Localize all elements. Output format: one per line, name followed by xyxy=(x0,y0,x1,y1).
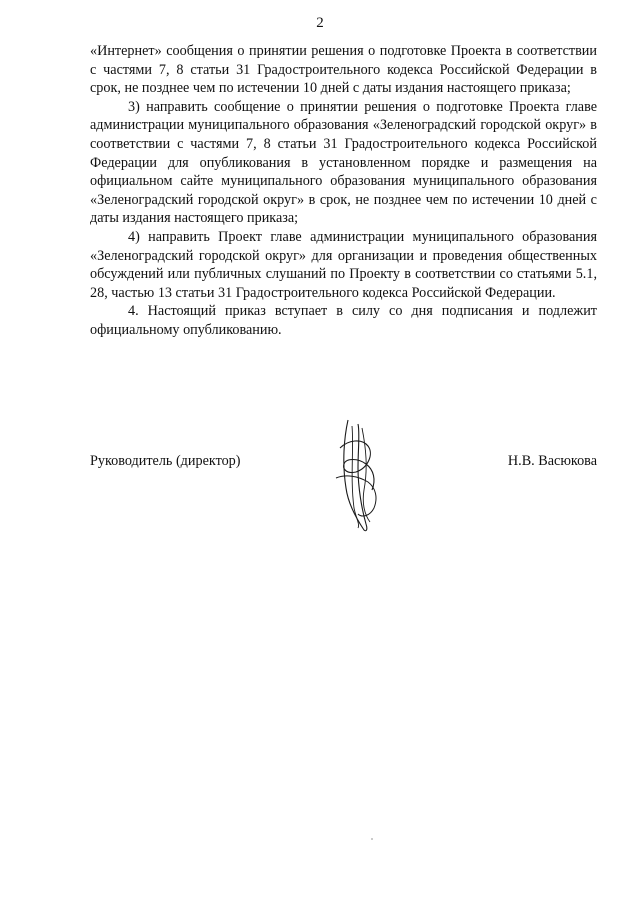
paragraph-clause-4: 4. Настоящий приказ вступает в силу со дня подписания и подлежит официальному опубликованию. xyxy=(90,303,597,338)
order-body xyxy=(90,42,597,340)
handwritten-signature xyxy=(328,418,388,536)
signatory-name: Н.В. Васюкова xyxy=(507,453,597,469)
page-number: 2 xyxy=(316,15,324,31)
paragraph-item-4: 4) направить Проект главе администрации муниципального образования «Зеленоградский городской округ» для организации и проведения общественных обсуждений или публичных слушаний по Проекту в соответствии со статьями 5.1, 28, частью 13 статьи 31 Градостроительного кодекса Российской Федерации. xyxy=(90,228,597,301)
signatory-position: Руководитель (директор) xyxy=(90,453,241,469)
paragraph-item-3: 3) направить сообщение о принятии решения о подготовке Проекта главе администрации муниципального образования «Зеленоградский городской округ» в соответствии с частями 7, 8 статьи 31 Градостроительного кодекса Российской Федерации для опубликования в установленном порядке и размещения на официальном сайте муниципального образования муниципального образования «Зеленоградский городской округ» в срок, не позднее чем по истечении 10 дней с даты издания настоящего приказа; xyxy=(90,98,597,227)
paragraph-continuation: «Интернет» сообщения о принятии решения о подготовке Проекта в соответствии с частями 7, 8 статьи 31 Градостроительного кодекса Российской Федерации в срок, не позднее чем по истечении 10 дней с даты издания настоящего приказа; xyxy=(90,43,597,97)
scan-speck xyxy=(371,838,373,840)
